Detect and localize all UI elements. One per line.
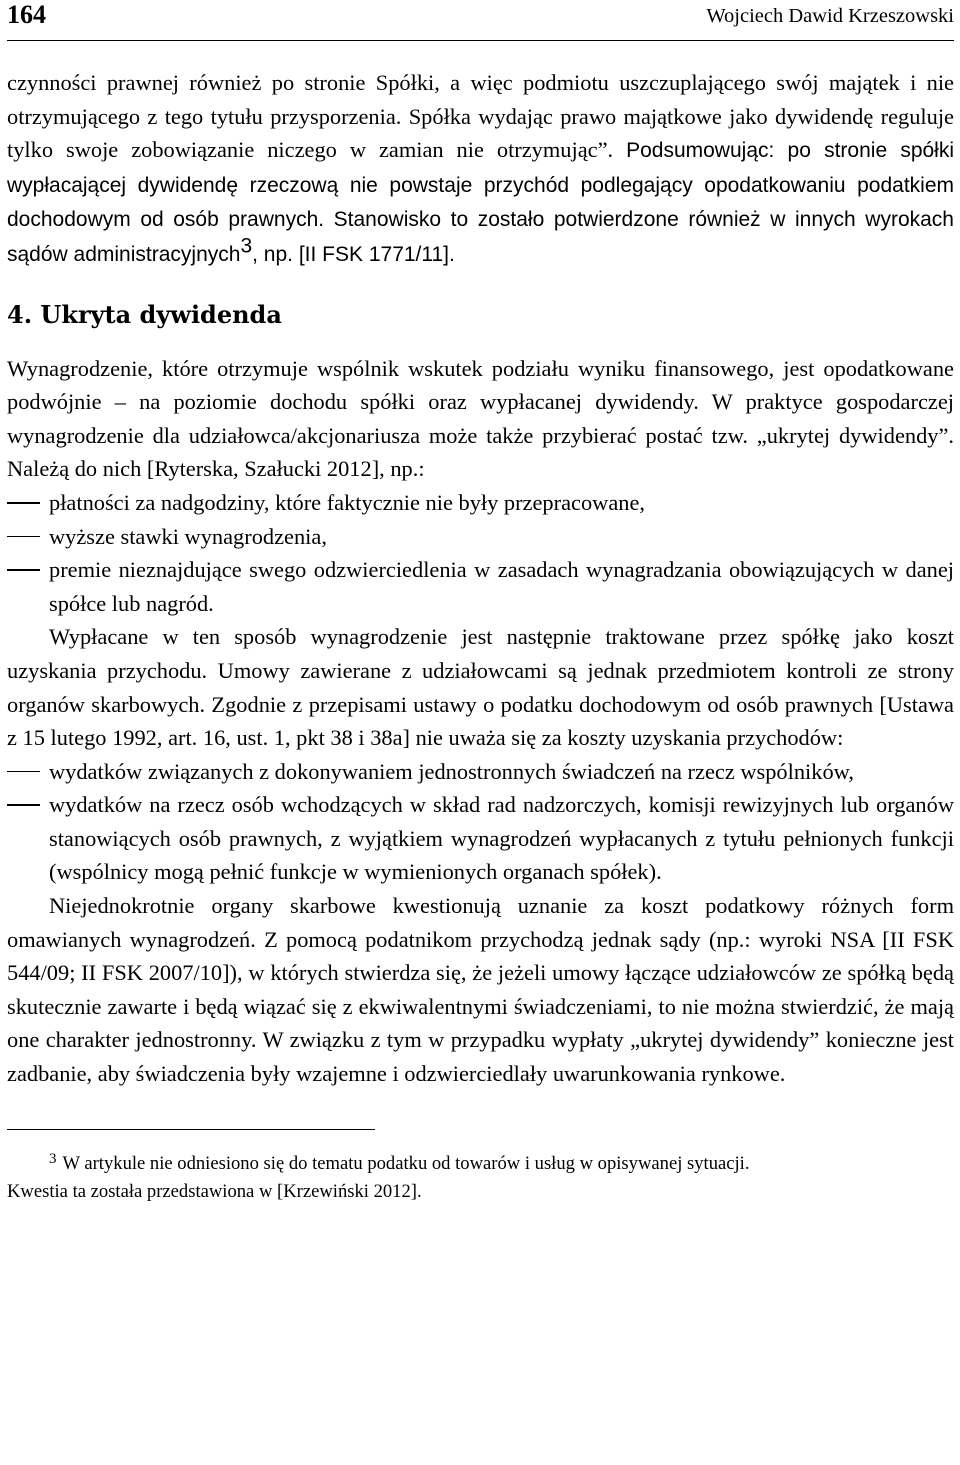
section-heading: 4. Ukryta dywidenda: [7, 299, 282, 329]
list-item: [7, 520, 954, 554]
footnote-text-2: Kwestia ta została przedstawiona w [Krzewiński 2012].: [7, 1180, 422, 1202]
list-item-text: wyższe stawki wynagrodzenia,: [49, 523, 327, 549]
body-text: [7, 66, 954, 1091]
dash-list-1: [7, 486, 954, 620]
footnote-text-1: W artykule nie odniesiono się do tematu podatku od towarów i usług w opisywanej sytuacji.: [62, 1152, 750, 1174]
list-item: [7, 788, 954, 889]
list-item-text: wydatków na rzecz osób wchodzących w skład rad nadzorczych, komisji rewizyjnych lub organów stanowiących osób prawnych, z wyjątkiem wynagrodzeń wypłacanych z tytułu pełnionych funkcji (wspólnicy mogą pełnić funkcje w wymienionych organach spółek).: [49, 792, 954, 885]
dash-bullet: [7, 502, 40, 504]
dash-bullet: [7, 771, 40, 773]
list-item-text: wydatków związanych z dokonywaniem jednostronnych świadczeń na rzecz wspólników,: [49, 758, 854, 784]
list-item: [7, 755, 954, 789]
footnote-number: 3: [49, 1150, 57, 1167]
paragraph-1-sans: Podsumowując: po stronie spółki wypłacającej dywidendę rzeczową nie powstaje przychód podlegający opodatkowaniu podatkiem dochodowym od osób prawnych. Stanowisko to zostało potwierdzone również w innych wyrokach sądów administracyjnych: [7, 139, 955, 266]
footnote-line-1: [7, 1145, 954, 1178]
footnote-ref[interactable]: 3: [240, 234, 253, 258]
dash-list-2: [7, 755, 954, 889]
paragraph-3: Wypłacane w ten sposób wynagrodzenie jest następnie traktowane przez spółkę jako koszt uzyskania przychodu. Umowy zawierane z udziałowcami są jednak przedmiotem kontroli ze strony organów skarbowych. Zgodnie z przepisami ustawy o podatku dochodowym od osób prawnych [Ustawa z 15 lutego 1992, art. 16, ust. 1, pkt 38 i 38a] nie uważa się za koszty uzyskania przychodów:: [7, 624, 954, 751]
paragraph-2: Wynagrodzenie, które otrzymuje wspólnik wskutek podziału wyniku finansowego, jest opodatkowane podwójnie – na poziomie dochodu spółki oraz wypłacanej dywidendy. W praktyce gospodarczej wynagrodzenie dla udziałowca/akcjonariusza może także przybierać postać tzw. „ukrytej dywidendy”. Należą do nich [Ryterska, Szałucki 2012], np.:: [7, 355, 954, 482]
list-item-text: płatności za nadgodziny, które faktycznie nie były przepracowane,: [49, 489, 645, 515]
paragraph-1-sans-end: , np. [II FSK 1771/11].: [252, 242, 455, 266]
list-item: [7, 553, 954, 620]
paragraph-1-serif: czynności prawnej również po stronie Spółki, a więc podmiotu uszczuplającego swój majątek i nie otrzymującego z tego tytułu przysporzenia. Spółka wydając prawo majątkowe jako dywidendę reguluje tylko swoje zobowiązanie niczego w zamian nie otrzymując”.: [7, 70, 954, 163]
paragraph-1: [7, 66, 954, 272]
list-item: [7, 486, 954, 520]
footnote: [7, 1145, 954, 1206]
page-number: 164: [7, 0, 46, 29]
paragraph-4: Niejednokrotnie organy skarbowe kwestionują uznanie za koszt podatkowy różnych form omawianych wynagrodzeń. Z pomocą podatnikom przychodzą jednak sądy (np.: wyroki NSA [II FSK 544/09; II FSK 2007/10]), w których stwierdza się, że jeżeli umowy łączące udziałowców ze spółką będą skutecznie zawarte i będą wiązać się z ekwiwalentnymi świadczeniami, to nie można stwierdzić, że mają one charakter jednostronny. W związku z tym w przypadku wypłaty „ukrytej dywidendy” konieczne jest zadbanie, aby świadczenia były wzajemne i odzwierciedlały uwarunkowania rynkowe.: [7, 893, 954, 1087]
dash-bullet: [7, 536, 40, 538]
footnote-divider: [7, 1129, 375, 1130]
running-header: [7, 0, 954, 41]
list-item-text: premie nieznajdujące swego odzwierciedlenia w zasadach wynagradzania obowiązujących w danej spółce lub nagród.: [49, 557, 954, 616]
dash-bullet: [7, 804, 40, 806]
header-author: Wojciech Dawid Krzeszowski: [706, 5, 954, 27]
dash-bullet: [7, 569, 40, 571]
